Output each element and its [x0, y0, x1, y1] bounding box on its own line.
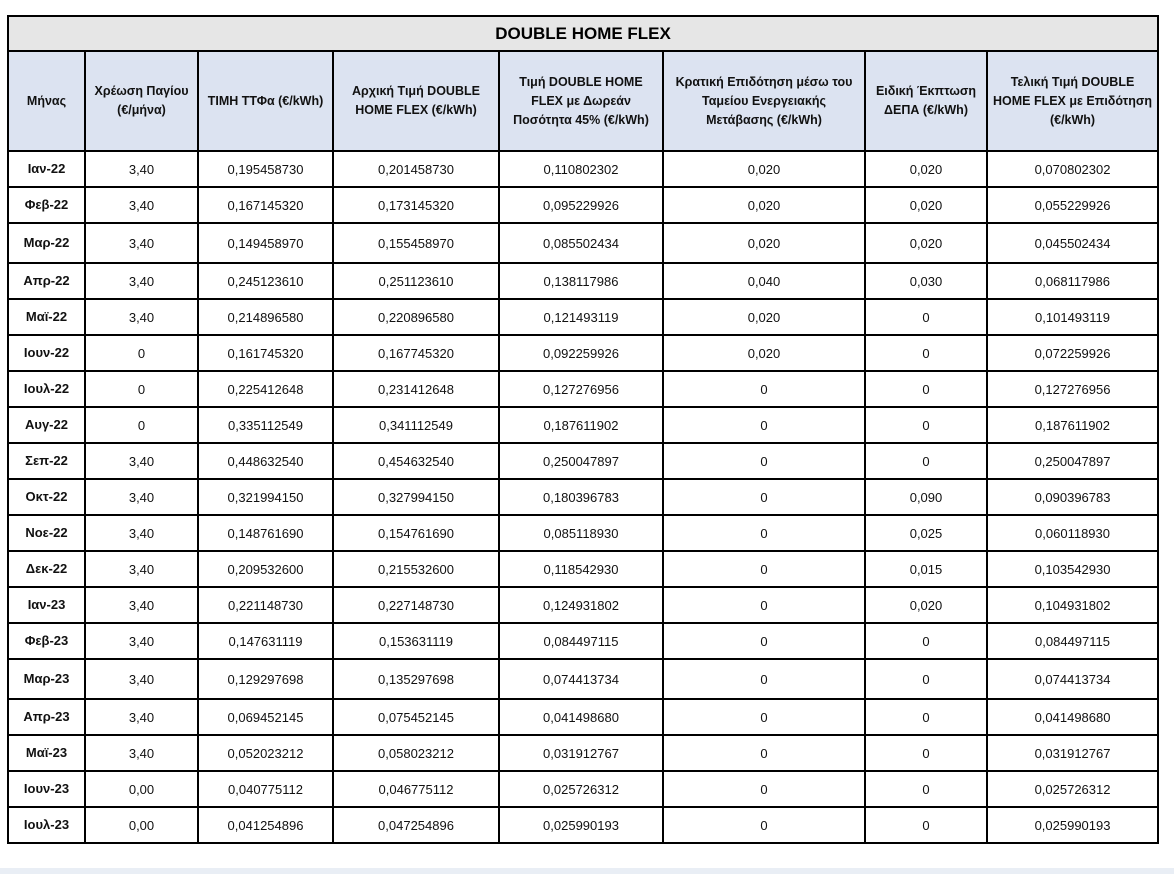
cell-depa-discount: 0 [865, 623, 987, 659]
cell-fixed-charge: 0,00 [85, 771, 198, 807]
cell-state-subsidy: 0 [663, 699, 865, 735]
cell-state-subsidy: 0,020 [663, 335, 865, 371]
cell-free-quantity-price: 0,110802302 [499, 151, 663, 187]
cell-free-quantity-price: 0,084497115 [499, 623, 663, 659]
cell-fixed-charge: 3,40 [85, 551, 198, 587]
cell-state-subsidy: 0 [663, 771, 865, 807]
cell-free-quantity-price: 0,118542930 [499, 551, 663, 587]
column-header-month: Μήνας [8, 51, 85, 151]
cell-state-subsidy: 0 [663, 807, 865, 843]
cell-month: Απρ-22 [8, 263, 85, 299]
cell-free-quantity-price: 0,025990193 [499, 807, 663, 843]
cell-free-quantity-price: 0,187611902 [499, 407, 663, 443]
cell-initial-price: 0,220896580 [333, 299, 499, 335]
cell-depa-discount: 0,090 [865, 479, 987, 515]
cell-final-price: 0,127276956 [987, 371, 1158, 407]
cell-final-price: 0,101493119 [987, 299, 1158, 335]
cell-depa-discount: 0 [865, 299, 987, 335]
cell-month: Ιαν-23 [8, 587, 85, 623]
cell-free-quantity-price: 0,025726312 [499, 771, 663, 807]
cell-state-subsidy: 0,020 [663, 223, 865, 263]
cell-ttfa-price: 0,148761690 [198, 515, 333, 551]
table-row [8, 335, 1158, 371]
cell-state-subsidy: 0 [663, 515, 865, 551]
table-row [8, 659, 1158, 699]
table-row [8, 551, 1158, 587]
table-title: DOUBLE HOME FLEX [8, 16, 1158, 51]
cell-free-quantity-price: 0,085118930 [499, 515, 663, 551]
cell-fixed-charge: 3,40 [85, 299, 198, 335]
cell-final-price: 0,090396783 [987, 479, 1158, 515]
cell-depa-discount: 0 [865, 659, 987, 699]
table-row [8, 515, 1158, 551]
cell-depa-discount: 0 [865, 443, 987, 479]
cell-ttfa-price: 0,321994150 [198, 479, 333, 515]
table-row [8, 371, 1158, 407]
price-table [7, 15, 1159, 844]
cell-month: Μαϊ-22 [8, 299, 85, 335]
cell-final-price: 0,084497115 [987, 623, 1158, 659]
bottom-strip [0, 868, 1174, 874]
cell-month: Σεπ-22 [8, 443, 85, 479]
cell-month: Φεβ-22 [8, 187, 85, 223]
cell-final-price: 0,045502434 [987, 223, 1158, 263]
cell-ttfa-price: 0,149458970 [198, 223, 333, 263]
cell-ttfa-price: 0,147631119 [198, 623, 333, 659]
cell-month: Ιαν-22 [8, 151, 85, 187]
cell-free-quantity-price: 0,121493119 [499, 299, 663, 335]
cell-initial-price: 0,215532600 [333, 551, 499, 587]
cell-state-subsidy: 0,020 [663, 187, 865, 223]
cell-fixed-charge: 3,40 [85, 151, 198, 187]
cell-fixed-charge: 3,40 [85, 587, 198, 623]
table-row [8, 771, 1158, 807]
cell-month: Μαϊ-23 [8, 735, 85, 771]
cell-depa-discount: 0 [865, 735, 987, 771]
cell-state-subsidy: 0 [663, 551, 865, 587]
cell-free-quantity-price: 0,124931802 [499, 587, 663, 623]
cell-free-quantity-price: 0,250047897 [499, 443, 663, 479]
cell-fixed-charge: 0 [85, 407, 198, 443]
cell-initial-price: 0,231412648 [333, 371, 499, 407]
cell-fixed-charge: 3,40 [85, 443, 198, 479]
cell-state-subsidy: 0 [663, 659, 865, 699]
cell-final-price: 0,055229926 [987, 187, 1158, 223]
column-header-final-price: Τελική Τιμή DOUBLE HOME FLEX με Επιδότηση (€/kWh) [987, 51, 1158, 151]
table-row [8, 479, 1158, 515]
column-header-fixed-charge: Χρέωση Παγίου (€/μήνα) [85, 51, 198, 151]
column-header-free-quantity-price: Τιμή DOUBLE HOME FLEX με Δωρεάν Ποσότητα 45% (€/kWh) [499, 51, 663, 151]
cell-month: Ιουλ-23 [8, 807, 85, 843]
cell-initial-price: 0,155458970 [333, 223, 499, 263]
cell-initial-price: 0,201458730 [333, 151, 499, 187]
cell-initial-price: 0,154761690 [333, 515, 499, 551]
column-header-depa-discount: Ειδική Έκπτωση ΔΕΠΑ (€/kWh) [865, 51, 987, 151]
cell-initial-price: 0,327994150 [333, 479, 499, 515]
cell-free-quantity-price: 0,127276956 [499, 371, 663, 407]
cell-month: Φεβ-23 [8, 623, 85, 659]
cell-initial-price: 0,227148730 [333, 587, 499, 623]
cell-ttfa-price: 0,129297698 [198, 659, 333, 699]
cell-final-price: 0,041498680 [987, 699, 1158, 735]
cell-free-quantity-price: 0,074413734 [499, 659, 663, 699]
cell-initial-price: 0,153631119 [333, 623, 499, 659]
cell-final-price: 0,068117986 [987, 263, 1158, 299]
cell-final-price: 0,072259926 [987, 335, 1158, 371]
cell-fixed-charge: 3,40 [85, 263, 198, 299]
table-row [8, 299, 1158, 335]
cell-state-subsidy: 0,040 [663, 263, 865, 299]
cell-final-price: 0,031912767 [987, 735, 1158, 771]
cell-free-quantity-price: 0,085502434 [499, 223, 663, 263]
cell-free-quantity-price: 0,041498680 [499, 699, 663, 735]
cell-month: Μαρ-23 [8, 659, 85, 699]
cell-ttfa-price: 0,335112549 [198, 407, 333, 443]
cell-free-quantity-price: 0,095229926 [499, 187, 663, 223]
cell-ttfa-price: 0,161745320 [198, 335, 333, 371]
cell-depa-discount: 0,020 [865, 223, 987, 263]
cell-final-price: 0,074413734 [987, 659, 1158, 699]
cell-ttfa-price: 0,209532600 [198, 551, 333, 587]
cell-final-price: 0,187611902 [987, 407, 1158, 443]
cell-initial-price: 0,251123610 [333, 263, 499, 299]
cell-ttfa-price: 0,221148730 [198, 587, 333, 623]
cell-final-price: 0,250047897 [987, 443, 1158, 479]
cell-initial-price: 0,173145320 [333, 187, 499, 223]
cell-initial-price: 0,047254896 [333, 807, 499, 843]
cell-month: Νοε-22 [8, 515, 85, 551]
cell-depa-discount: 0,020 [865, 187, 987, 223]
cell-fixed-charge: 3,40 [85, 623, 198, 659]
cell-fixed-charge: 0 [85, 335, 198, 371]
cell-final-price: 0,060118930 [987, 515, 1158, 551]
cell-initial-price: 0,058023212 [333, 735, 499, 771]
cell-fixed-charge: 3,40 [85, 735, 198, 771]
cell-depa-discount: 0,015 [865, 551, 987, 587]
cell-fixed-charge: 0,00 [85, 807, 198, 843]
table-row [8, 443, 1158, 479]
cell-ttfa-price: 0,448632540 [198, 443, 333, 479]
column-header-ttfa-price: ΤΙΜΗ ΤΤΦα (€/kWh) [198, 51, 333, 151]
cell-depa-discount: 0,030 [865, 263, 987, 299]
cell-depa-discount: 0,020 [865, 151, 987, 187]
cell-ttfa-price: 0,040775112 [198, 771, 333, 807]
cell-state-subsidy: 0 [663, 407, 865, 443]
cell-state-subsidy: 0 [663, 371, 865, 407]
cell-month: Μαρ-22 [8, 223, 85, 263]
cell-initial-price: 0,075452145 [333, 699, 499, 735]
cell-month: Αυγ-22 [8, 407, 85, 443]
table-row [8, 699, 1158, 735]
cell-state-subsidy: 0 [663, 587, 865, 623]
cell-fixed-charge: 3,40 [85, 659, 198, 699]
cell-depa-discount: 0,025 [865, 515, 987, 551]
cell-month: Απρ-23 [8, 699, 85, 735]
cell-fixed-charge: 0 [85, 371, 198, 407]
cell-final-price: 0,025990193 [987, 807, 1158, 843]
cell-final-price: 0,103542930 [987, 551, 1158, 587]
table-row [8, 735, 1158, 771]
cell-final-price: 0,070802302 [987, 151, 1158, 187]
cell-depa-discount: 0,020 [865, 587, 987, 623]
table-row [8, 623, 1158, 659]
cell-fixed-charge: 3,40 [85, 699, 198, 735]
cell-depa-discount: 0 [865, 407, 987, 443]
price-table-sheet [7, 15, 1157, 844]
cell-fixed-charge: 3,40 [85, 515, 198, 551]
cell-initial-price: 0,341112549 [333, 407, 499, 443]
cell-state-subsidy: 0 [663, 623, 865, 659]
cell-ttfa-price: 0,195458730 [198, 151, 333, 187]
cell-state-subsidy: 0 [663, 479, 865, 515]
cell-initial-price: 0,135297698 [333, 659, 499, 699]
cell-depa-discount: 0 [865, 771, 987, 807]
cell-state-subsidy: 0 [663, 443, 865, 479]
cell-month: Δεκ-22 [8, 551, 85, 587]
cell-depa-discount: 0 [865, 699, 987, 735]
cell-depa-discount: 0 [865, 371, 987, 407]
cell-fixed-charge: 3,40 [85, 479, 198, 515]
table-row [8, 223, 1158, 263]
cell-initial-price: 0,046775112 [333, 771, 499, 807]
column-header-initial-price: Αρχική Τιμή DOUBLE HOME FLEX (€/kWh) [333, 51, 499, 151]
cell-fixed-charge: 3,40 [85, 223, 198, 263]
table-body [8, 151, 1158, 843]
cell-ttfa-price: 0,041254896 [198, 807, 333, 843]
cell-state-subsidy: 0 [663, 735, 865, 771]
cell-ttfa-price: 0,052023212 [198, 735, 333, 771]
cell-free-quantity-price: 0,138117986 [499, 263, 663, 299]
cell-free-quantity-price: 0,092259926 [499, 335, 663, 371]
cell-state-subsidy: 0,020 [663, 151, 865, 187]
cell-initial-price: 0,454632540 [333, 443, 499, 479]
table-row [8, 151, 1158, 187]
cell-initial-price: 0,167745320 [333, 335, 499, 371]
cell-state-subsidy: 0,020 [663, 299, 865, 335]
cell-ttfa-price: 0,245123610 [198, 263, 333, 299]
table-row [8, 807, 1158, 843]
cell-free-quantity-price: 0,180396783 [499, 479, 663, 515]
cell-depa-discount: 0 [865, 807, 987, 843]
cell-final-price: 0,104931802 [987, 587, 1158, 623]
table-row [8, 587, 1158, 623]
cell-fixed-charge: 3,40 [85, 187, 198, 223]
column-header-state-subsidy: Κρατική Επιδότηση μέσω του Ταμείου Ενεργειακής Μετάβασης (€/kWh) [663, 51, 865, 151]
cell-ttfa-price: 0,167145320 [198, 187, 333, 223]
table-row [8, 407, 1158, 443]
cell-ttfa-price: 0,225412648 [198, 371, 333, 407]
table-row [8, 187, 1158, 223]
cell-ttfa-price: 0,214896580 [198, 299, 333, 335]
cell-month: Ιουν-23 [8, 771, 85, 807]
cell-free-quantity-price: 0,031912767 [499, 735, 663, 771]
cell-month: Οκτ-22 [8, 479, 85, 515]
cell-ttfa-price: 0,069452145 [198, 699, 333, 735]
table-row [8, 263, 1158, 299]
cell-final-price: 0,025726312 [987, 771, 1158, 807]
cell-month: Ιουν-22 [8, 335, 85, 371]
cell-depa-discount: 0 [865, 335, 987, 371]
cell-month: Ιουλ-22 [8, 371, 85, 407]
